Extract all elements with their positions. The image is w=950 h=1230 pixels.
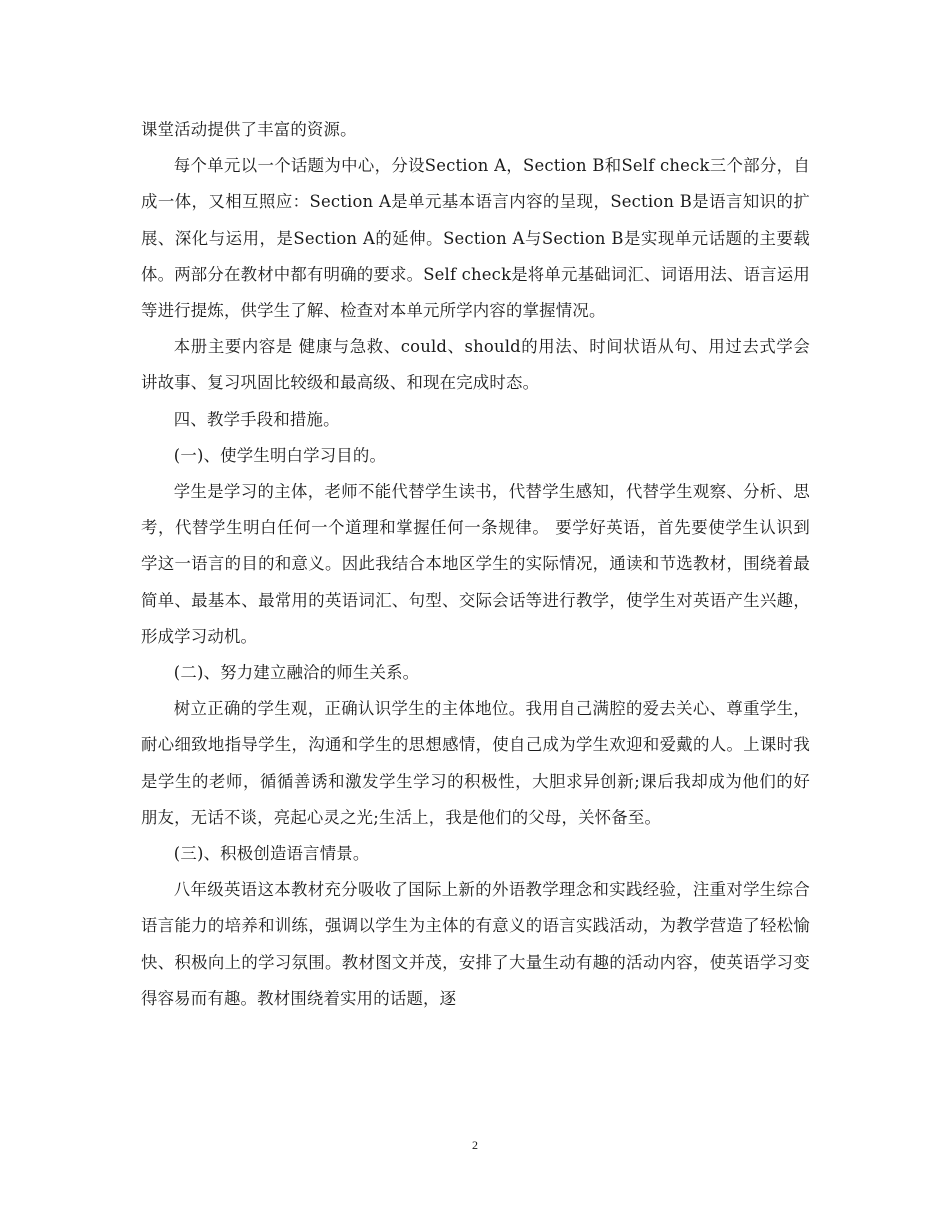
paragraph-3: 本册主要内容是 健康与急救、could、should的用法、时间状语从句、用过去式学会讲故事、复习巩固比较级和最高级、和现在完成时态。 (141, 337, 810, 393)
paragraph-10: 八年级英语这本教材充分吸收了国际上新的外语教学理念和实践经验，注重对学生综合语言能力的培养和训练，强调以学生为主体的有意义的语言实践活动，为教学营造了轻松愉快、积极向上的学习氛围。教材图文并茂，安排了大量生动有趣的活动内容，使英语学习变得容易而有趣。教材围绕着实用的话题，逐 (141, 880, 810, 1008)
subheading-2: (二)、努力建立融洽的师生关系。 (173, 663, 420, 683)
page-number: 2 (472, 1138, 478, 1152)
page-body (141, 112, 810, 1017)
section-heading-4: 四、教学手段和措施。 (173, 409, 340, 429)
subheading-3: (三)、积极创造语言情景。 (173, 844, 370, 864)
paragraph-6: 学生是学习的主体，老师不能代替学生读书，代替学生感知，代替学生观察、分析、思考，代替学生明白任何一个道理和掌握任何一条规律。 要学好英语，首先要使学生认识到学这一语言的目的和意义。因此我结合本地区学生的实际情况，通读和节选教材，围绕着最简单、最基本、最常用的英语词汇、句型、交际会话等进行教学，使学生对英语产生兴趣，形成学习动机。 (141, 482, 810, 646)
paragraph-8: 树立正确的学生观，正确认识学生的主体地位。我用自己满腔的爱去关心、尊重学生，耐心细致地指导学生，沟通和学生的思想感情，使自己成为学生欢迎和爱戴的人。上课时我是学生的老师，循循善诱和激发学生学习的积极性，大胆求异创新;课后我却成为他们的好朋友，无话不谈，亮起心灵之光;生活上，我是他们的父母，关怀备至。 (141, 699, 810, 827)
paragraph-2: 每个单元以一个话题为中心，分设Section A，Section B和Self check三个部分，自成一体，又相互照应：Section A是单元基本语言内容的呈现，Section B是语言知识的扩展、深化与运用，是Section A的延伸。Section A与Section B是实现单元话题的主要载体。两部分在教材中都有明确的要求。Self check是将单元基础词汇、词语用法、语言运用等进行提炼，供学生了解、检查对本单元所学内容的掌握情况。 (141, 156, 810, 321)
paragraph-1: 课堂活动提供了丰富的资源。 (141, 120, 357, 139)
subheading-1: (一)、使学生明白学习目的。 (173, 445, 387, 465)
